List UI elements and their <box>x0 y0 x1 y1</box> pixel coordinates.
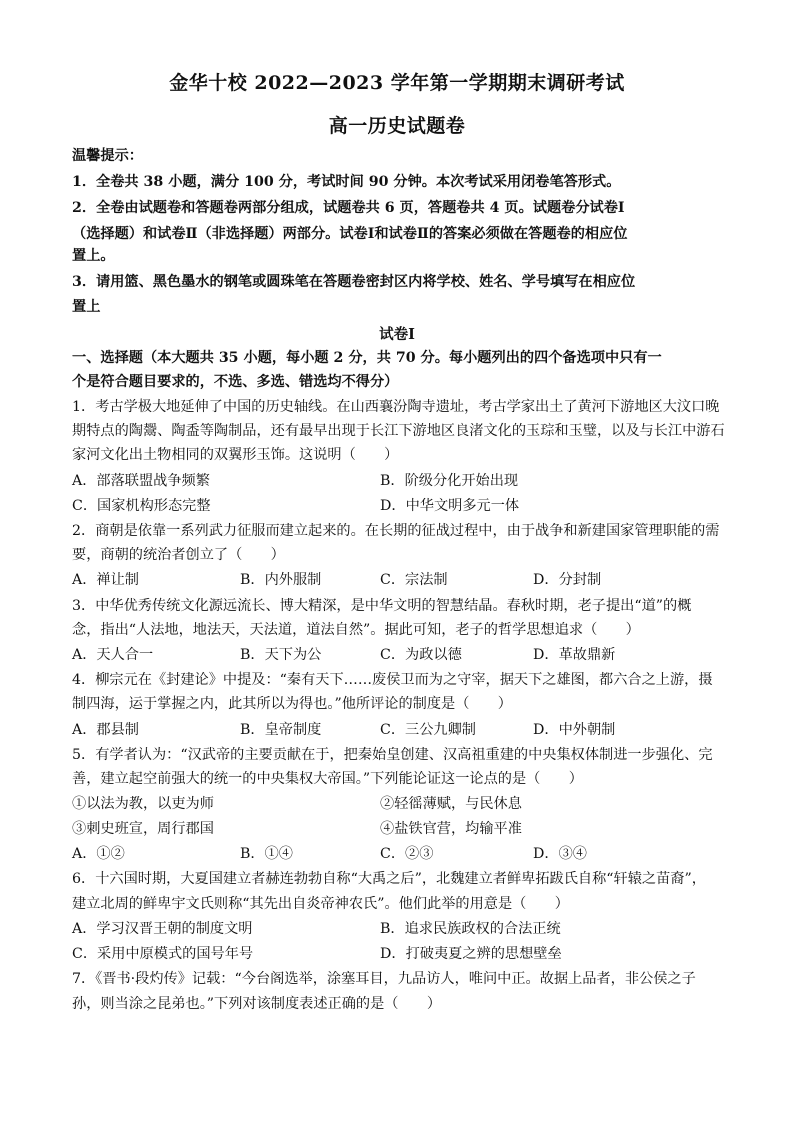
question-stem: 孙，则当涂之昆弟也。”下列对该制度表述正确的是（ ） <box>72 996 442 1012</box>
notice-heading: 温馨提示： <box>72 148 143 164</box>
answer-option: A．天人合一 <box>72 647 154 663</box>
answer-option: C．为政以德 <box>380 647 462 663</box>
answer-option: D．中外朝制 <box>533 722 616 738</box>
question-stem: 善，建立起空前强大的统一的中央集权大帝国。”下列能论证这一论点的是（ ） <box>72 771 583 787</box>
answer-option: C．国家机构形态完整 <box>72 498 211 514</box>
answer-option: A．禅让制 <box>72 572 139 588</box>
statement-item: ③刺史班宣，周行郡国 <box>72 821 214 837</box>
answer-option: B．①④ <box>240 846 293 862</box>
question-stem: 4．柳宗元在《封建论》中提及：“秦有天下……废侯卫而为之守宰，据天下之雄图，都六合之上游，摄 <box>72 672 713 688</box>
answer-option: A．①② <box>72 846 125 862</box>
answer-option: C．②③ <box>380 846 434 862</box>
answer-option: A．郡县制 <box>72 722 139 738</box>
answer-option: C．采用中原模式的国号年号 <box>72 946 254 962</box>
statement-item: ①以法为教，以吏为师 <box>72 796 214 812</box>
notice-line: 置上。 <box>72 248 115 264</box>
answer-option: D．分封制 <box>533 572 602 588</box>
question-stem: 3．中华优秀传统文化源远流长、博大精深，是中华文明的智慧结晶。春秋时期，老子提出“道”的概 <box>72 598 692 614</box>
question-stem: 制四海，运于掌握之内，此其所以为得也。”他所评论的制度是（ ） <box>72 696 512 712</box>
answer-option: C．宗法制 <box>380 572 448 588</box>
answer-option: B．追求民族政权的合法正统 <box>380 921 561 937</box>
answer-option: D．③④ <box>533 846 587 862</box>
question-stem: 1．考古学极大地延伸了中国的历史轴线。在山西襄汾陶寺遗址，考古学家出土了黄河下游地区大汶口晚 <box>72 399 720 415</box>
exam-title: 金华十校 2022—2023 学年第一学期期末调研考试 <box>169 72 625 94</box>
answer-option: B．阶级分化开始出现 <box>380 473 519 489</box>
question-stem: 7．《晋书·段灼传》记载：“今台阁选举，涂塞耳目，九品访人，唯问中正。故据上品者，非公侯之子 <box>72 971 696 987</box>
question-stem: 5．有学者认为：“汉武帝的主要贡献在于，把秦始皇创建、汉高祖重建的中央集权体制进一步强化、完 <box>72 747 713 763</box>
answer-option: A．学习汉晋王朝的制度文明 <box>72 921 253 937</box>
notice-line: 2．全卷由试题卷和答题卷两部分组成，试题卷共 6 页，答题卷共 4 页。试题卷分试卷Ⅰ <box>72 200 625 216</box>
notice-line: 3．请用篮、黑色墨水的钢笔或圆珠笔在答题卷密封区内将学校、姓名、学号填写在相应位 <box>72 274 636 290</box>
notice-line: 1．全卷共 38 小题，满分 100 分，考试时间 90 分钟。本次考试采用闭卷笔答形式。 <box>72 174 621 190</box>
answer-option: B．天下为公 <box>240 647 322 663</box>
answer-option: B．皇帝制度 <box>240 722 322 738</box>
section-title: 试卷Ⅰ <box>379 326 415 343</box>
question-stem: 家河文化出土物相同的双翼形玉饰。这说明（ ） <box>72 447 399 463</box>
question-stem: 2．商朝是依靠一系列武力征服而建立起来的。在长期的征战过程中，由于战争和新建国家管理职能的需 <box>72 523 720 539</box>
notice-line: （选择题）和试卷Ⅱ（非选择题）两部分。试卷Ⅰ和试卷Ⅱ的答案必须做在答题卷的相应位 <box>72 226 628 242</box>
answer-option: C．三公九卿制 <box>380 722 476 738</box>
answer-option: D．革故鼎新 <box>533 647 616 663</box>
statement-item: ④盐铁官营，均输平准 <box>380 821 522 837</box>
question-stem: 念，指出“人法地，地法天，天法道，道法自然”。据此可知，老子的哲学思想追求（ ） <box>72 622 640 638</box>
part-heading: 个是符合题目要求的，不选、多选、错选均不得分） <box>72 374 399 390</box>
question-stem: 建立北周的鲜卑宇文氏则称“其先出自炎帝神农氏”。他们此举的用意是（ ） <box>72 896 569 912</box>
question-stem: 要，商朝的统治者创立了（ ） <box>72 547 285 563</box>
notice-line: 置上 <box>72 299 101 315</box>
part-heading: 一、选择题（本大题共 35 小题，每小题 2 分，共 70 分。每小题列出的四个备选项中只有一 <box>72 350 662 366</box>
exam-subtitle: 高一历史试题卷 <box>328 115 466 137</box>
answer-option: D．打破夷夏之辨的思想壁垒 <box>380 946 562 962</box>
statement-item: ②轻徭薄赋，与民休息 <box>380 796 522 812</box>
question-stem: 6．十六国时期，大夏国建立者赫连勃勃自称“大禹之后”，北魏建立者鲜卑拓跋氏自称“轩辕之苗裔”， <box>72 871 706 887</box>
question-stem: 期特点的陶鬶、陶盉等陶制品，还有最早出现于长江下游地区良渚文化的玉琮和玉璧，以及与长江中游石 <box>72 423 725 439</box>
answer-option: D．中华文明多元一体 <box>380 498 520 514</box>
answer-option: A．部落联盟战争频繁 <box>72 473 210 489</box>
answer-option: B．内外服制 <box>240 572 322 588</box>
